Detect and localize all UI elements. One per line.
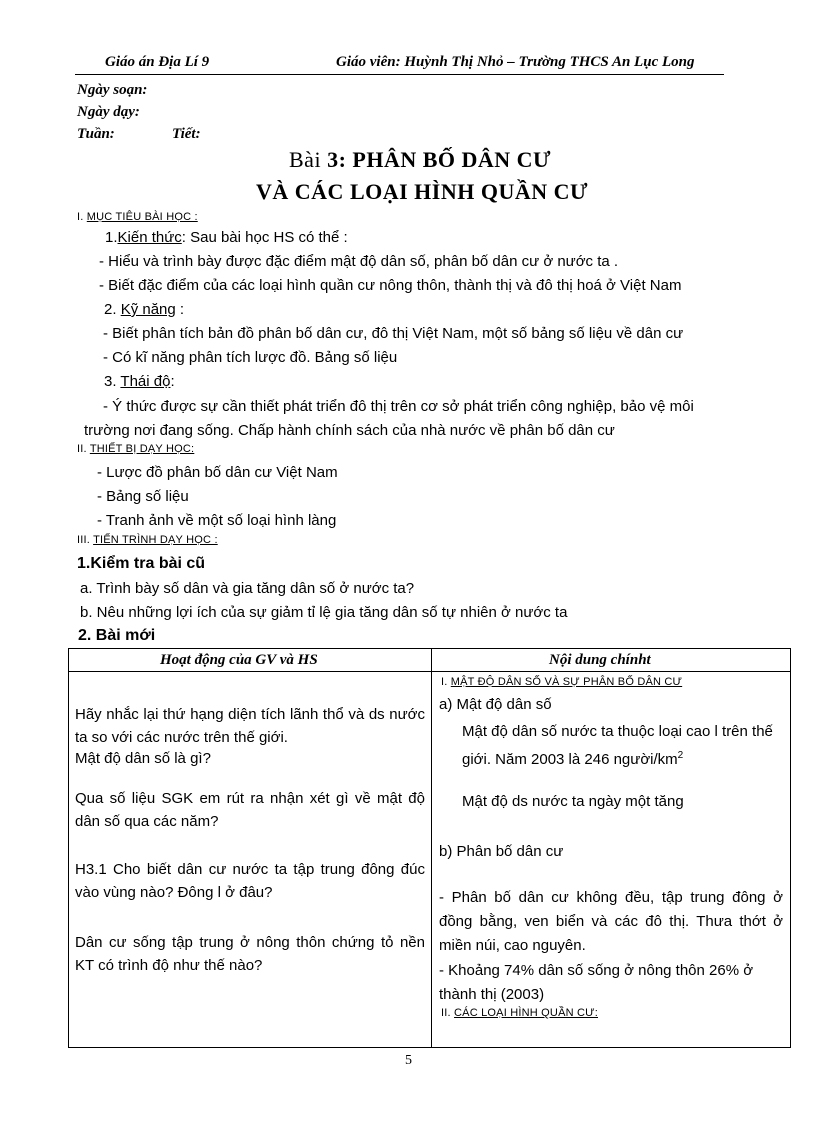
content-b-heading: b) Phân bố dân cư bbox=[439, 843, 564, 860]
kiem-tra-question-b: b. Nêu những lợi ích của sự giảm tỉ lệ gia tăng dân số tự nhiên ở nước ta bbox=[80, 604, 568, 621]
table-header-content: Nội dung chínht bbox=[549, 652, 651, 668]
section-1-title: MỤC TIÊU BÀI HỌC : bbox=[86, 211, 198, 223]
kien-thuc-line bbox=[105, 229, 348, 246]
thai-do-num: 3. bbox=[104, 373, 121, 390]
content-a-heading: a) Mật độ dân số bbox=[439, 696, 552, 713]
kiem-tra-bai-cu: 1.Kiểm tra bài cũ bbox=[77, 555, 206, 572]
equipment-item-3: - Tranh ảnh về một số loại hình làng bbox=[97, 512, 337, 529]
table-top-border bbox=[68, 648, 791, 649]
content-section-2-title: CÁC LOẠI HÌNH QUẦN CƯ: bbox=[454, 1007, 599, 1019]
content-b-text-1: - Phân bố dân cư không đều, tập trung đông ở đồng bằng, ven biển và các đô thị. Thưa thớt ở miền núi, cao nguyên. bbox=[439, 889, 783, 954]
section-3-heading bbox=[77, 534, 218, 546]
activity-question-3: H3.1 Cho biết dân cư nước ta tập trung đông đúc vào vùng nào? Đông l ở đâu? bbox=[75, 861, 425, 901]
ky-nang-line bbox=[104, 301, 184, 318]
title-line-1 bbox=[289, 147, 551, 173]
kien-thuc-item-2: - Biết đặc điểm của các loại hình quần cư nông thôn, thành thị và đô thị hoá ở Việt Nam bbox=[99, 277, 682, 294]
title-line-2: VÀ CÁC LOẠI HÌNH QUẦN CƯ bbox=[256, 179, 589, 204]
content-a-text-2: Mật độ ds nước ta ngày một tăng bbox=[462, 793, 684, 810]
ngay-soan: Ngày soạn: bbox=[77, 82, 148, 98]
ky-nang-num: 2. bbox=[104, 301, 121, 318]
content-section-1-num: I. bbox=[441, 676, 451, 688]
header-right: Giáo viên: Huỳnh Thị Nhỏ – Trường THCS An Lục Long bbox=[336, 54, 695, 70]
title-prefix: Bài bbox=[289, 147, 328, 172]
thai-do-rest: : bbox=[170, 373, 175, 390]
kien-thuc-rest: : Sau bài học HS có thể : bbox=[181, 229, 348, 246]
section-3-title: TIẾN TRÌNH DẠY HỌC : bbox=[93, 534, 218, 546]
equipment-item-1: - Lược đồ phân bố dân cư Việt Nam bbox=[97, 464, 338, 481]
content-section-2 bbox=[441, 1007, 598, 1019]
ky-nang-item-1: - Biết phân tích bản đồ phân bố dân cư, đô thị Việt Nam, một số bảng số liệu về dân cư bbox=[103, 325, 684, 342]
table-middle-border bbox=[431, 648, 432, 1048]
table-bottom-border bbox=[68, 1047, 791, 1048]
thai-do-label: Thái độ bbox=[120, 373, 171, 390]
ky-nang-rest: : bbox=[175, 301, 185, 318]
thai-do-item-2: trường nơi đang sống. Chấp hành chính sách của nhà nước về phân bố dân cư bbox=[84, 422, 615, 439]
content-a-text-1 bbox=[462, 720, 784, 772]
tuan: Tuần: bbox=[77, 126, 115, 142]
ky-nang-item-2: - Có kĩ năng phân tích lược đồ. Bảng số liệu bbox=[103, 349, 398, 366]
section-1-heading bbox=[77, 211, 198, 223]
activity-question-1b: Mật độ dân số là gì? bbox=[75, 750, 211, 767]
thai-do-item-1: - Ý thức được sự cần thiết phát triển đô thị trên cơ sở phát triển công nghiệp, bảo vệ môi bbox=[103, 398, 694, 415]
content-a-text-1-sup: 2 bbox=[677, 750, 684, 761]
activity-question-4: Dân cư sống tập trung ở nông thôn chứng tỏ nền KT có trình độ như thế nào? bbox=[75, 934, 425, 974]
header-rule bbox=[75, 74, 724, 75]
table-right-border bbox=[790, 648, 791, 1048]
kiem-tra-question-a: a. Trình bày số dân và gia tăng dân số ở nước ta? bbox=[80, 580, 415, 597]
section-2-heading bbox=[77, 443, 194, 455]
page-number: 5 bbox=[405, 1053, 412, 1068]
kien-thuc-item-1: - Hiểu và trình bày được đặc điểm mật độ dân số, phân bố dân cư ở nước ta . bbox=[99, 253, 619, 270]
thai-do-line bbox=[104, 373, 175, 390]
ky-nang-label: Kỹ năng bbox=[120, 301, 176, 318]
title-text-1: PHÂN BỐ DÂN CƯ bbox=[346, 147, 552, 172]
activity-question-1: Hãy nhắc lại thứ hạng diện tích lãnh thổ và ds nước ta so với các nước trên thế giới. bbox=[75, 706, 425, 746]
section-2-num: II. bbox=[77, 443, 90, 455]
bai-moi: 2. Bài mới bbox=[78, 627, 156, 644]
title-number: 3: bbox=[327, 147, 347, 172]
content-section-1 bbox=[441, 676, 682, 688]
header-left: Giáo án Địa Lí 9 bbox=[105, 54, 210, 70]
section-1-num: I. bbox=[77, 211, 87, 223]
content-b-text-2: - Khoảng 74% dân số sống ở nông thôn 26% ở thành thị (2003) bbox=[439, 962, 754, 1003]
tiet: Tiết: bbox=[172, 126, 201, 142]
kien-thuc-num: 1. bbox=[105, 229, 118, 246]
table-header-activities: Hoạt động của GV và HS bbox=[160, 652, 318, 668]
content-section-1-title: MẬT ĐỘ DÂN SỐ VÀ SỰ PHÂN BỐ DÂN CƯ bbox=[450, 676, 683, 688]
section-2-title: THIẾT BỊ DẠY HỌC: bbox=[89, 443, 195, 455]
ngay-day: Ngày dạy: bbox=[77, 104, 140, 120]
activity-question-2: Qua số liệu SGK em rút ra nhận xét gì về mật độ dân số qua các năm? bbox=[75, 790, 425, 830]
table-header-border bbox=[68, 671, 791, 672]
kien-thuc-label: Kiến thức bbox=[117, 229, 182, 246]
equipment-item-2: - Bảng số liệu bbox=[97, 488, 189, 505]
content-a-text-1-body: Mật độ dân số nước ta thuộc loại cao l trên thế giới. Năm 2003 là 246 người/km bbox=[462, 723, 773, 768]
content-section-2-num: II. bbox=[441, 1007, 455, 1019]
section-3-num: III. bbox=[77, 534, 94, 546]
table-left-border bbox=[68, 648, 69, 1048]
